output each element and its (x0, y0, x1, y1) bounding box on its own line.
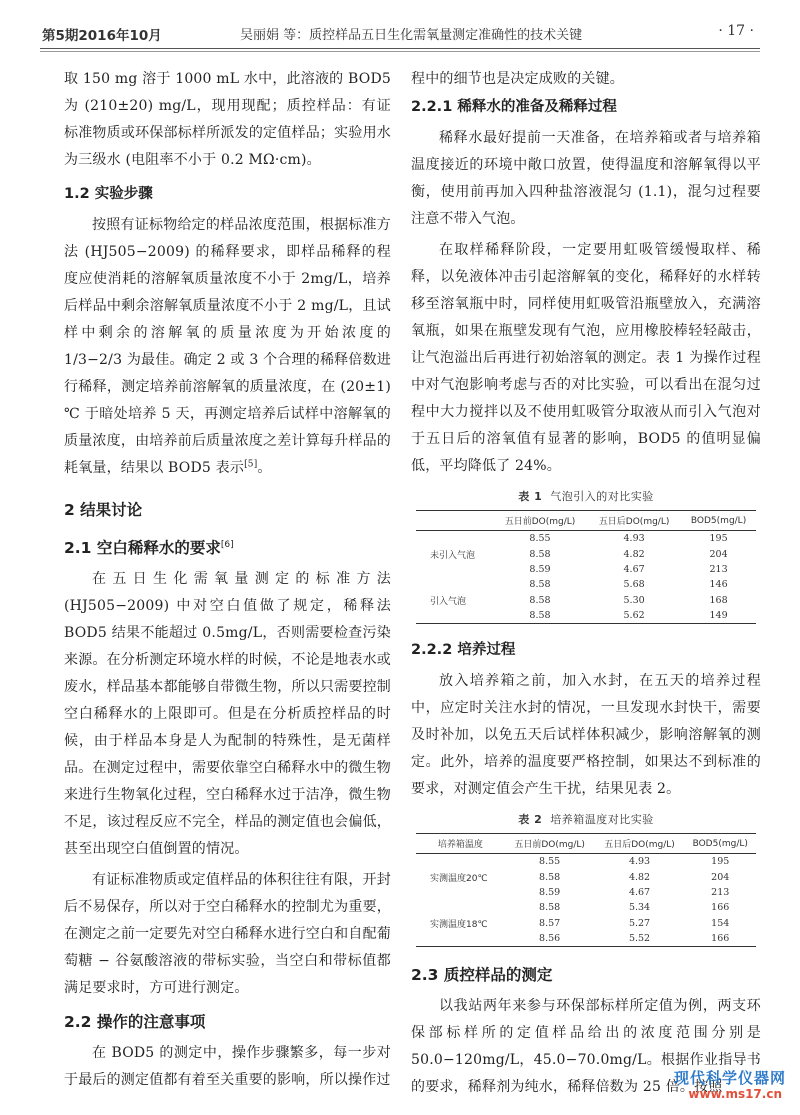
section-heading-2-3: 2.3 质控样品的测定 (411, 966, 553, 984)
table-cell: 4.82 (628, 871, 651, 883)
table-row (416, 531, 756, 547)
table-cell: 204 (709, 548, 728, 560)
paragraph-end: 。 (257, 460, 272, 476)
page-header (40, 20, 760, 46)
section-heading-2-2: 2.2 操作的注意事项 (64, 1013, 206, 1031)
header-rule (40, 48, 760, 49)
paragraph: 在五日生化需氧量测定的标准方法 (HJ505−2009) 中对空白值做了规定，稀释法 BOD5 结果不能超过 0.5mg/L，否则需要检查污染来源。在分析测定环境水样的时候，不论是地表水或废水，样品基本都能够自带微生物，所以只需要控制空白稀释水的上限即可。但是在分析质控样品的时候，由于样品本身是人为配制的特殊性，是无菌样品。在测定过程中，需要依靠空白稀释水中的微生物来进行生物氧化过程，空白稀释水过于洁净，微生物不足，该过程反应不完全，样品的测定值也会偏低，甚至出现空白值倒置的情况。 (64, 571, 391, 857)
header-rule-thin (40, 51, 760, 52)
table-cell: 8.58 (539, 902, 561, 913)
table-row (416, 562, 756, 577)
table-cell: 213 (709, 564, 728, 575)
table-cell: 8.56 (539, 933, 561, 944)
watermark-text: 现代科学仪器网 (673, 1069, 786, 1087)
group-label-cell (416, 531, 493, 547)
table-row (416, 608, 756, 624)
group-label-cell: 引入气泡 (430, 596, 467, 607)
group-label-cell: 实测温度18℃ (430, 919, 488, 930)
group-label-cell (416, 885, 505, 900)
table-cell: 166 (711, 933, 730, 944)
watermark-url: www.ms17.cn (688, 1087, 782, 1101)
table-header-cell (416, 511, 493, 531)
table-cell: 8.59 (529, 564, 551, 575)
table-cell: 5.34 (628, 902, 651, 913)
table-number: 表 2 (518, 813, 543, 826)
table-cell: 5.62 (623, 610, 645, 621)
table-cell: 5.30 (623, 594, 645, 606)
paragraph: 有证标准物质或定值样品的体积往往有限，开封后不易保存，所以对于空白稀释水的控制尤为重要，在测定之前一定要先对空白稀释水进行空白和自配葡萄糖 − 谷氨酸溶液的带标实验，当空白和带标值都满足要求时，方可进行测定。 (64, 872, 391, 996)
table-cell: 8.59 (539, 887, 561, 898)
table-row (416, 931, 756, 947)
table-cell: 8.58 (529, 548, 551, 560)
table-cell: 8.58 (529, 610, 551, 621)
running-title: 吴丽娟 等：质控样品五日生化需氧量测定准确性的技术关键 (240, 28, 583, 43)
table-cell: 4.93 (623, 533, 645, 544)
table-row (416, 577, 756, 592)
group-label-cell (416, 608, 493, 624)
table-number: 表 1 (518, 490, 543, 503)
paragraph: 稀释水最好提前一天准备，在培养箱或者与培养箱温度接近的环境中敞口放置，使得温度和溶解氧得以平衡，使用前再加入四种盐溶液混匀 (1.1)，混匀过程要注意不带入气泡。 (411, 130, 761, 227)
table-title: 气泡引入的对比实验 (550, 490, 654, 503)
table-cell: 204 (711, 871, 730, 883)
table-row (416, 592, 756, 608)
table-1 (416, 510, 756, 624)
table-row (416, 869, 756, 885)
paragraph: 以我站两年来参与环保部标样所定值为例，两支环保部标样所的定值样品给出的浓度范围分别是 50.0−120mg/L，45.0−70.0mg/L。根据作业指导书的要求，稀释剂为纯水，稀释倍数为 25 倍。按照 (411, 998, 761, 1095)
table-header-cell: 五日后DO(mg/L) (598, 517, 670, 527)
paragraph: 程中的细节也是决定成败的关键。 (411, 71, 624, 87)
section-heading-2-2-1: 2.2.1 稀释水的准备及稀释过程 (411, 99, 617, 115)
paragraph: 在取样稀释阶段，一定要用虹吸管缓慢取样、稀释，以免液体冲击引起溶解氧的变化，稀释好的水样转移至溶氧瓶中时，同样使用虹吸管沿瓶壁放入，充满溶氧瓶，如果在瓶壁发现有气泡，应用橡胶棒轻轻敲击，让气泡溢出后再进行初始溶氧的测定。表 1 为操作过程中对气泡影响考虑与否的对比实验，可以看出在混匀过程中大力搅拌以及不使用虹吸管分取液从而引入气泡对于五日后的溶氧值有显著的影响，BOD5 的值明显偏低，平均降低了 24%。 (411, 242, 761, 474)
group-label-cell (416, 577, 493, 592)
group-label-cell: 未引入气泡 (430, 550, 476, 561)
table-cell: 146 (709, 579, 728, 590)
table-cell: 8.55 (529, 533, 551, 544)
table-cell: 8.57 (539, 917, 561, 929)
section-heading-2: 2 结果讨论 (64, 501, 143, 519)
table-cell: 166 (711, 902, 730, 913)
paragraph-text: 按照有证标物给定的样品浓度范围，根据标准方法 (HJ505−2009) 的稀释要求，即样品稀释的程度应使消耗的溶解氧质量浓度不小于 2mg/L，培养后样品中剩余溶解氧质量浓度不小于 2 mg/L，且试样中剩余的溶解氧的质量浓度为开始浓度的 1/3−2/3 为最佳。确定 2 或 3 个合理的稀释倍数进行稀释，测定培养前溶解氧的质量浓度，在 (20±1) ℃ 于暗处培养 5 天，再测定培养后试样中溶解氧的质量浓度，由培养前后质量浓度之差计算每升样品的耗氧量，结果以 BOD5 表示 (64, 217, 391, 476)
paragraph: 放入培养箱之前，加入水封，在五天的培养过程中，应定时关注水封的情况，一旦发现水封快干，需要及时补加，以免五天后试样体积减少，影响溶解氧的测定。此外，培养的温度要严格控制，如果达不到标准的要求，对测定值会产生干扰，结果见表 2。 (411, 673, 761, 797)
group-label-cell (416, 900, 505, 915)
table-cell: 8.58 (539, 871, 561, 883)
section-heading-2-2-2: 2.2.2 培养过程 (411, 642, 516, 658)
table-1-caption (411, 488, 761, 504)
table-cell: 4.67 (628, 887, 651, 898)
table-cell: 149 (709, 610, 728, 621)
table-row (416, 546, 756, 562)
group-label-cell (416, 931, 505, 947)
table-cell: 4.82 (623, 548, 645, 560)
table-header-cell: 培养箱温度 (437, 840, 483, 850)
citation: [6] (220, 539, 234, 550)
citation: [5] (244, 459, 258, 470)
table-cell: 5.68 (623, 579, 645, 590)
table-cell: 4.67 (623, 564, 645, 575)
table-row (416, 900, 756, 915)
table-cell: 154 (711, 917, 730, 929)
table-2 (416, 833, 756, 947)
table-cell: 5.27 (628, 917, 651, 929)
section-heading-1-2: 1.2 实验步骤 (64, 186, 153, 202)
paragraph: 取 150 mg 溶于 1000 mL 水中，此溶液的 BOD5 为 (210±20) mg/L，现用现配；质控样品：有证标准物质或环保部标样所派发的定值样品；实验用水为三级水 (电阻率不小于 0.2 MΩ·cm)。 (64, 71, 391, 168)
table-header-cell: 五日前DO(mg/L) (504, 517, 576, 527)
right-column (411, 66, 761, 1101)
table-row (416, 885, 756, 900)
table-header-cell: BOD5(mg/L) (692, 838, 748, 849)
table-cell: 195 (709, 533, 728, 544)
table-2-caption (411, 811, 761, 827)
table-cell: 168 (709, 594, 728, 606)
table-cell: 8.58 (529, 579, 551, 590)
issue-label: 第5期2016年10月 (42, 28, 162, 44)
table-cell: 8.55 (539, 856, 561, 867)
table-row (416, 915, 756, 931)
table-header-cell: 五日前DO(mg/L) (514, 840, 585, 850)
table-title: 培养箱温度对比实验 (550, 813, 654, 826)
group-label-cell: 实测温度20℃ (430, 873, 488, 884)
group-label-cell (416, 562, 493, 577)
group-label-cell (416, 854, 505, 870)
table-cell: 5.52 (628, 933, 651, 944)
page-number: · 17 · (718, 23, 754, 39)
table-header-cell: 五日后DO(mg/L) (604, 840, 675, 850)
left-column (64, 66, 391, 1094)
table-cell: 213 (711, 887, 730, 898)
heading-text: 2.1 空白稀释水的要求 (64, 539, 221, 557)
table-row (416, 854, 756, 870)
table-cell: 8.58 (529, 594, 551, 606)
table-cell: 4.93 (628, 856, 651, 867)
table-cell: 195 (711, 856, 730, 867)
table-header-cell: BOD5(mg/L) (690, 515, 747, 526)
section-heading-2-1 (64, 534, 391, 562)
paragraph: 在 BOD5 的测定中，操作步骤繁多，每一步对于最后的测定值都有着至关重要的影响，所以操作过 (64, 1045, 391, 1088)
site-watermark (656, 1067, 786, 1105)
paragraph (64, 212, 391, 482)
